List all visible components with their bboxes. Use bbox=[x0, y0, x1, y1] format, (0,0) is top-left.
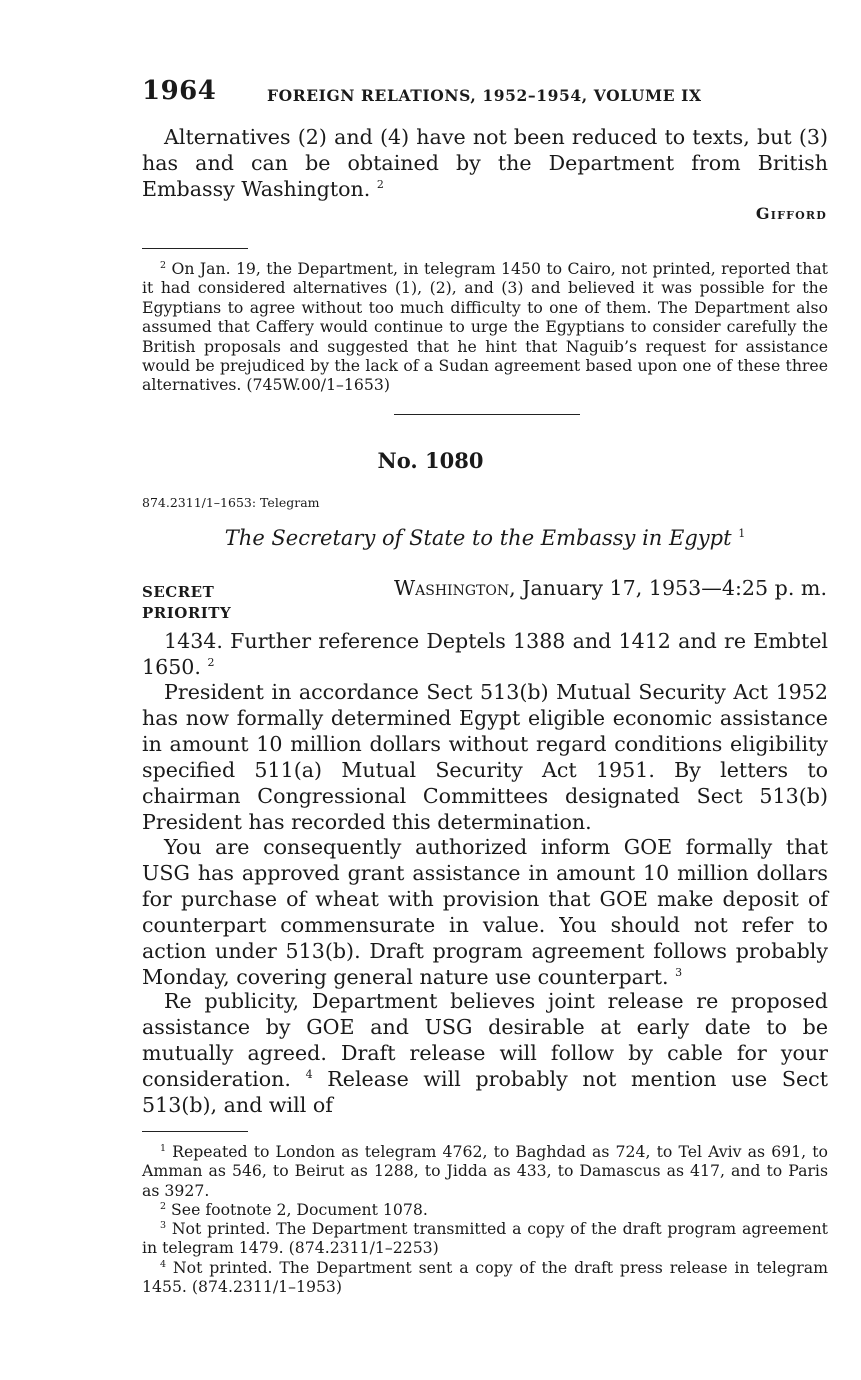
prior-document-footnote bbox=[142, 259, 828, 395]
document-title bbox=[0, 526, 861, 550]
document-number: No. 1080 bbox=[377, 448, 484, 473]
signature: Gifford bbox=[755, 204, 827, 223]
dateline-place: Washington bbox=[393, 576, 510, 600]
running-head: FOREIGN RELATIONS, 1952–1954, VOLUME IX bbox=[267, 86, 702, 105]
footnote-text: Not printed. The Department sent a copy of the draft press release in telegram 1455. (874.2311/1–1953) bbox=[142, 1258, 828, 1297]
footnote bbox=[142, 1258, 828, 1297]
footnote-text: Repeated to London as telegram 4762, to Baghdad as 724, to Tel Aviv as 691, to Amman as 546, to Beirut as 1288, to Jidda as 433, to Damascus as 417, and to Paris as 3927. bbox=[142, 1142, 828, 1200]
footnote-marker: 3 bbox=[160, 1219, 167, 1231]
footnote-marker: 2 bbox=[207, 656, 215, 670]
footnote-marker: 2 bbox=[160, 1200, 167, 1212]
body-paragraph bbox=[142, 988, 828, 1118]
footnote bbox=[142, 1200, 828, 1219]
footnote-rule bbox=[142, 248, 248, 249]
document-title-text: The Secretary of State to the Embassy in Egypt bbox=[224, 526, 732, 550]
footnote-marker: 2 bbox=[160, 259, 167, 271]
body-paragraph bbox=[142, 628, 828, 680]
page-header bbox=[142, 76, 832, 110]
footnote-marker: 4 bbox=[305, 1068, 313, 1082]
footnote bbox=[142, 1219, 828, 1258]
footnote-marker: 3 bbox=[675, 966, 683, 980]
footnote-rule bbox=[142, 1131, 248, 1132]
footnote-marker: 1 bbox=[160, 1142, 167, 1154]
file-reference: 874.2311/1–1653: Telegram bbox=[142, 495, 320, 510]
footnote-text: See footnote 2, Document 1078. bbox=[171, 1200, 428, 1219]
paragraph-text-continued: Release will probably not mention use Sect 513(b), and will of bbox=[142, 1067, 828, 1118]
footnote-marker: 1 bbox=[738, 527, 746, 540]
footnote-marker: 2 bbox=[376, 178, 384, 192]
paragraph-text: 1434. Further reference Deptels 1388 and 1412 and re Embtel 1650. bbox=[142, 629, 828, 680]
body-paragraph bbox=[142, 834, 828, 991]
page-number: 1964 bbox=[142, 76, 217, 106]
paragraph-text: Re publicity, Department believes joint release re proposed assistance by GOE and USG desirable at early date to be mutually agreed. Draft release will follow by cable for your consideration. bbox=[142, 989, 828, 1092]
classification-secret: SECRET bbox=[142, 583, 215, 601]
footnote-marker: 4 bbox=[160, 1258, 167, 1270]
dateline bbox=[394, 576, 827, 600]
paragraph-text: Alternatives (2) and (4) have not been reduced to texts, but (3) has and can be obtained by the Department from British Embassy Washington. bbox=[142, 125, 828, 202]
dateline-date: , January 17, 1953—4:25 p. m. bbox=[509, 576, 827, 600]
footnote-text: Not printed. The Department transmitted a copy of the draft program agreement in telegram 1479. (874.2311/1–2253) bbox=[142, 1219, 828, 1258]
paragraph-text: You are consequently authorized inform GOE formally that USG has approved grant assistance in amount 10 million dollars for purchase of wheat with provision that GOE make deposit of counterpart commensurate in value. You should not refer to action under 513(b). Draft program agreement follows probably Monday, covering general nature use counterpart. bbox=[142, 835, 828, 990]
footnote bbox=[142, 1142, 828, 1200]
classification-priority: PRIORITY bbox=[142, 604, 232, 622]
section-divider bbox=[394, 414, 580, 415]
classification-block bbox=[142, 582, 231, 624]
prior-document-closing-paragraph bbox=[142, 124, 828, 202]
body-paragraph bbox=[142, 679, 828, 836]
footnote-text: On Jan. 19, the Department, in telegram 1450 to Cairo, not printed, reported that it had considered alternatives (1), (2), and (3) and believed it was possible for the Egyptians to agree without too much difficulty to one of them. The Department also assumed that Caffery would continue to urge the Egyptians to consider carefully the British proposals and suggested that he hint that Naguib’s request for assistance would be prejudiced by the lack of a Sudan agreement based upon one of these three alternatives. (745W.00/1–1653) bbox=[142, 259, 828, 395]
paragraph-text: President in accordance Sect 513(b) Mutual Security Act 1952 has now formally determined Egypt eligible economic assistance in amount 10 million dollars without regard conditions eligibility specified 511(a) Mutual Security Act 1951. By letters to chairman Congressional Committees designated Sect 513(b) President has recorded this determination. bbox=[142, 680, 828, 835]
